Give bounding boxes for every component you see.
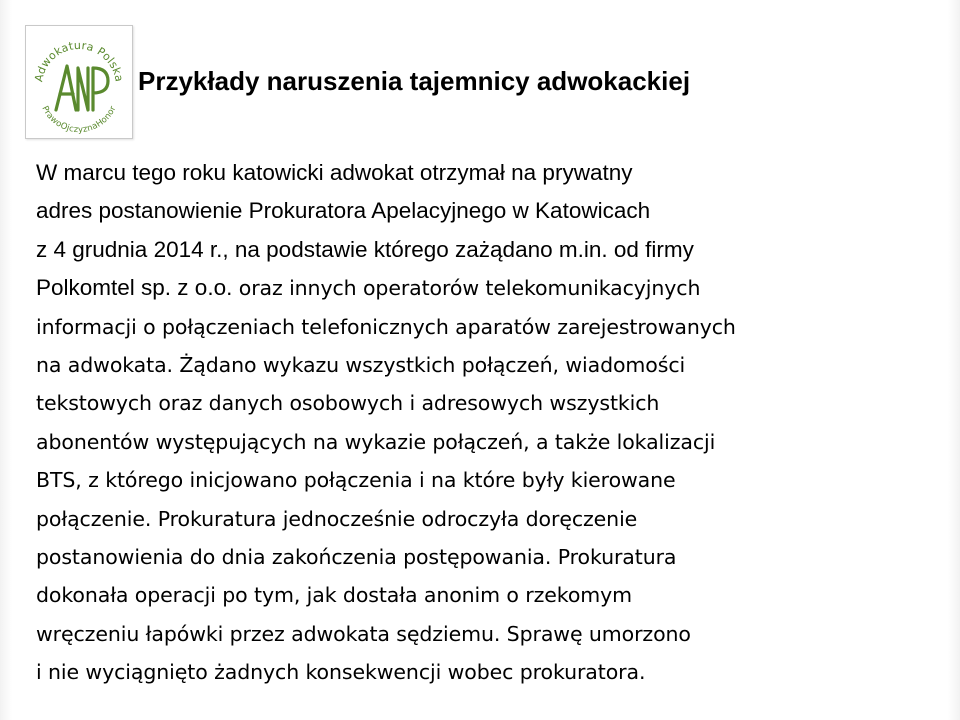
paragraph-line: informacji o połączeniach telefonicznych aparatów zarejestrowanych — [36, 314, 736, 339]
paragraph-segment: Polkomtel sp. z o.o. — [36, 275, 233, 301]
paragraph-line: W marcu tego roku katowicki adwokat otrzymał na prywatny — [36, 160, 633, 185]
logo-monogram — [56, 66, 108, 110]
paragraph-line: na adwokata. Żądano wykazu wszystkich połączeń, wiadomości — [36, 352, 686, 377]
paragraph-line: z 4 grudnia 2014 r., na podstawie którego zażądano m.in. od firmy — [36, 236, 694, 262]
paragraph-line: abonentów występujących na wykazie połączeń, a także lokalizacji — [36, 429, 716, 454]
paragraph-line: dokonała operacji po tym, jak dostała anonim o rzekomym — [36, 583, 633, 608]
paragraph-line-mixed — [36, 269, 936, 307]
paragraph-line: postanowienia do dnia zakończenia postępowania. Prokuratura — [36, 544, 677, 569]
paragraph-line: BTS, z którego inicjowano połączenia i na które były kierowane — [36, 468, 676, 493]
paragraph-line: wręczeniu łapówki przez adwokata sędziemu. Sprawę umorzono — [36, 621, 691, 646]
paragraph-line: tekstowych oraz danych osobowych i adresowych wszystkich — [36, 391, 660, 416]
paragraph-segment: oraz innych operatorów telekomunikacyjnych — [232, 276, 701, 301]
paragraph-line: połączenie. Prokuratura jednocześnie odroczyła doręczenie — [36, 506, 638, 531]
slide-body-paragraph — [36, 154, 936, 691]
slide-title: Przykłady naruszenia tajemnicy adwokackiej — [138, 66, 691, 96]
adwokatura-emblem-icon — [26, 26, 132, 138]
paragraph-line: i nie wyciągnięto żadnych konsekwencji wobec prokuratora. — [36, 660, 646, 685]
logo-arc-text-top: Adwokatura Polska — [32, 38, 126, 83]
logo-arc-text-bottom: PrawoOjczyznaHonor — [39, 104, 119, 136]
adwokatura-logo — [25, 25, 133, 139]
paragraph-line: adres postanowienie Prokuratora Apelacyjnego w Katowicach — [36, 198, 651, 224]
